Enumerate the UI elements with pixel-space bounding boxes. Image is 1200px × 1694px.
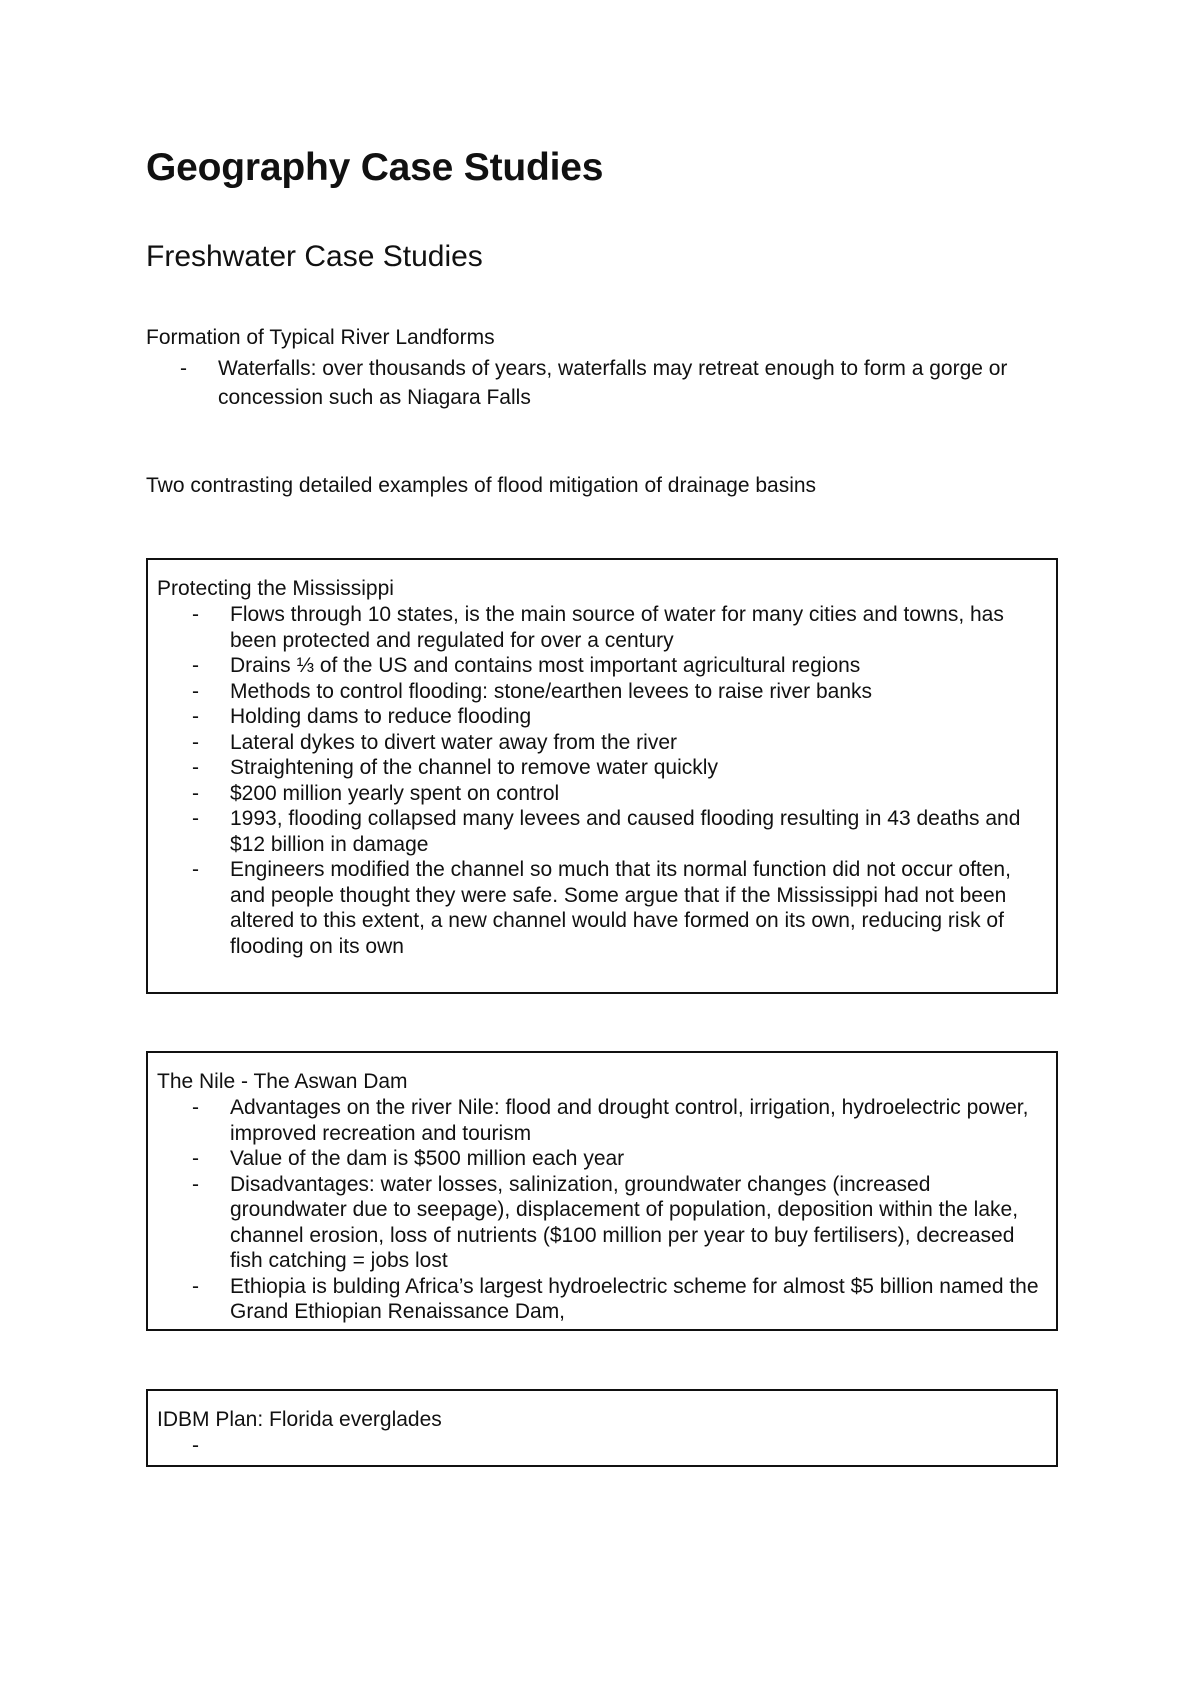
- flood-mitigation-heading: Two contrasting detailed examples of flood mitigation of drainage basins: [146, 474, 817, 497]
- list-item-text: $200 million yearly spent on control: [230, 781, 560, 805]
- list-item: [192, 1146, 1040, 1172]
- list-item-text: Value of the dam is $500 million each year: [230, 1147, 625, 1170]
- bullet-dash: -: [192, 705, 199, 728]
- box-title-nile: The Nile - The Aswan Dam: [157, 1070, 408, 1093]
- bullet-dash: -: [192, 1434, 199, 1457]
- bullet-dash: -: [180, 357, 187, 380]
- list-item: [192, 781, 1040, 807]
- list-item: [180, 354, 1098, 412]
- bullet-dash: -: [192, 807, 199, 830]
- list-item-text: Ethiopia is bulding Africa’s largest hydroelectric scheme for almost $5 billion named the Grand Ethiopian Renaissance Dam,: [230, 1274, 1039, 1323]
- idbm-case-box: [146, 1389, 1058, 1467]
- mississippi-list: [192, 602, 1040, 959]
- list-item: [192, 602, 1040, 653]
- formation-heading: Formation of Typical River Landforms: [146, 326, 495, 349]
- list-item: [192, 679, 1040, 705]
- list-item: [192, 1095, 1040, 1146]
- list-item: [192, 704, 1040, 730]
- list-item: [192, 857, 1040, 959]
- bullet-dash: -: [192, 1147, 199, 1170]
- section-heading-freshwater: Freshwater Case Studies: [146, 240, 483, 273]
- list-item-text: Waterfalls: over thousands of years, waterfalls may retreat enough to form a gorge or concession such as Niagara Falls: [218, 357, 1008, 409]
- bullet-dash: -: [192, 654, 199, 677]
- list-item-text: Flows through 10 states, is the main source of water for many cities and towns, has been protected and regulated for over a century: [230, 603, 1004, 652]
- list-item-text: Lateral dykes to divert water away from the river: [230, 730, 678, 754]
- box-title-idbm: IDBM Plan: Florida everglades: [157, 1408, 442, 1431]
- list-item-text: 1993, flooding collapsed many levees and caused flooding resulting in 43 deaths and $12 billion in damage: [230, 807, 1021, 856]
- list-item: [192, 730, 1040, 756]
- nile-list: [192, 1095, 1040, 1325]
- list-item-text: Advantages on the river Nile: flood and drought control, irrigation, hydroelectric power, improved recreation and tourism: [230, 1096, 1029, 1145]
- list-item: [192, 1433, 1040, 1459]
- bullet-dash: -: [192, 756, 199, 779]
- bullet-dash: -: [192, 1172, 199, 1196]
- bullet-dash: -: [192, 603, 199, 626]
- list-item-text: Holding dams to reduce flooding: [230, 705, 532, 728]
- list-item-text: Straightening of the channel to remove water quickly: [230, 756, 718, 779]
- list-item-text: Engineers modified the channel so much that its normal function did not occur often, and people thought they were safe. Some argue that if the Mississippi had not been altered to this extent, a new channel would have formed on its own, reducing risk of flooding on its own: [230, 858, 1011, 958]
- bullet-dash: -: [192, 858, 199, 881]
- list-item: [192, 755, 1040, 781]
- document-title: Geography Case Studies: [146, 146, 604, 189]
- list-item: [192, 653, 1040, 679]
- list-item: [192, 1274, 1040, 1325]
- bullet-dash: -: [192, 1096, 199, 1119]
- list-item: [192, 806, 1040, 857]
- list-item-text: Disadvantages: water losses, salinization, groundwater changes (increased groundwater due to seepage), displacement of population, deposition within the lake, channel erosion, loss of nutrients ($100 million per year to buy fertilisers), decreased fish catching = jobs lost: [230, 1172, 1019, 1272]
- nile-case-box: [146, 1051, 1058, 1331]
- bullet-dash: -: [192, 781, 199, 805]
- list-item-text: Drains ⅓ of the US and contains most important agricultural regions: [230, 654, 861, 677]
- bullet-dash: -: [192, 730, 199, 754]
- idbm-list: [192, 1433, 1040, 1459]
- list-item: [192, 1172, 1040, 1274]
- list-item-text: Methods to control flooding: stone/earthen levees to raise river banks: [230, 679, 873, 703]
- bullet-dash: -: [192, 1274, 199, 1298]
- bullet-dash: -: [192, 679, 199, 703]
- box-title-mississippi: Protecting the Mississippi: [157, 577, 394, 600]
- formation-list: [180, 354, 1098, 412]
- mississippi-case-box: [146, 558, 1058, 994]
